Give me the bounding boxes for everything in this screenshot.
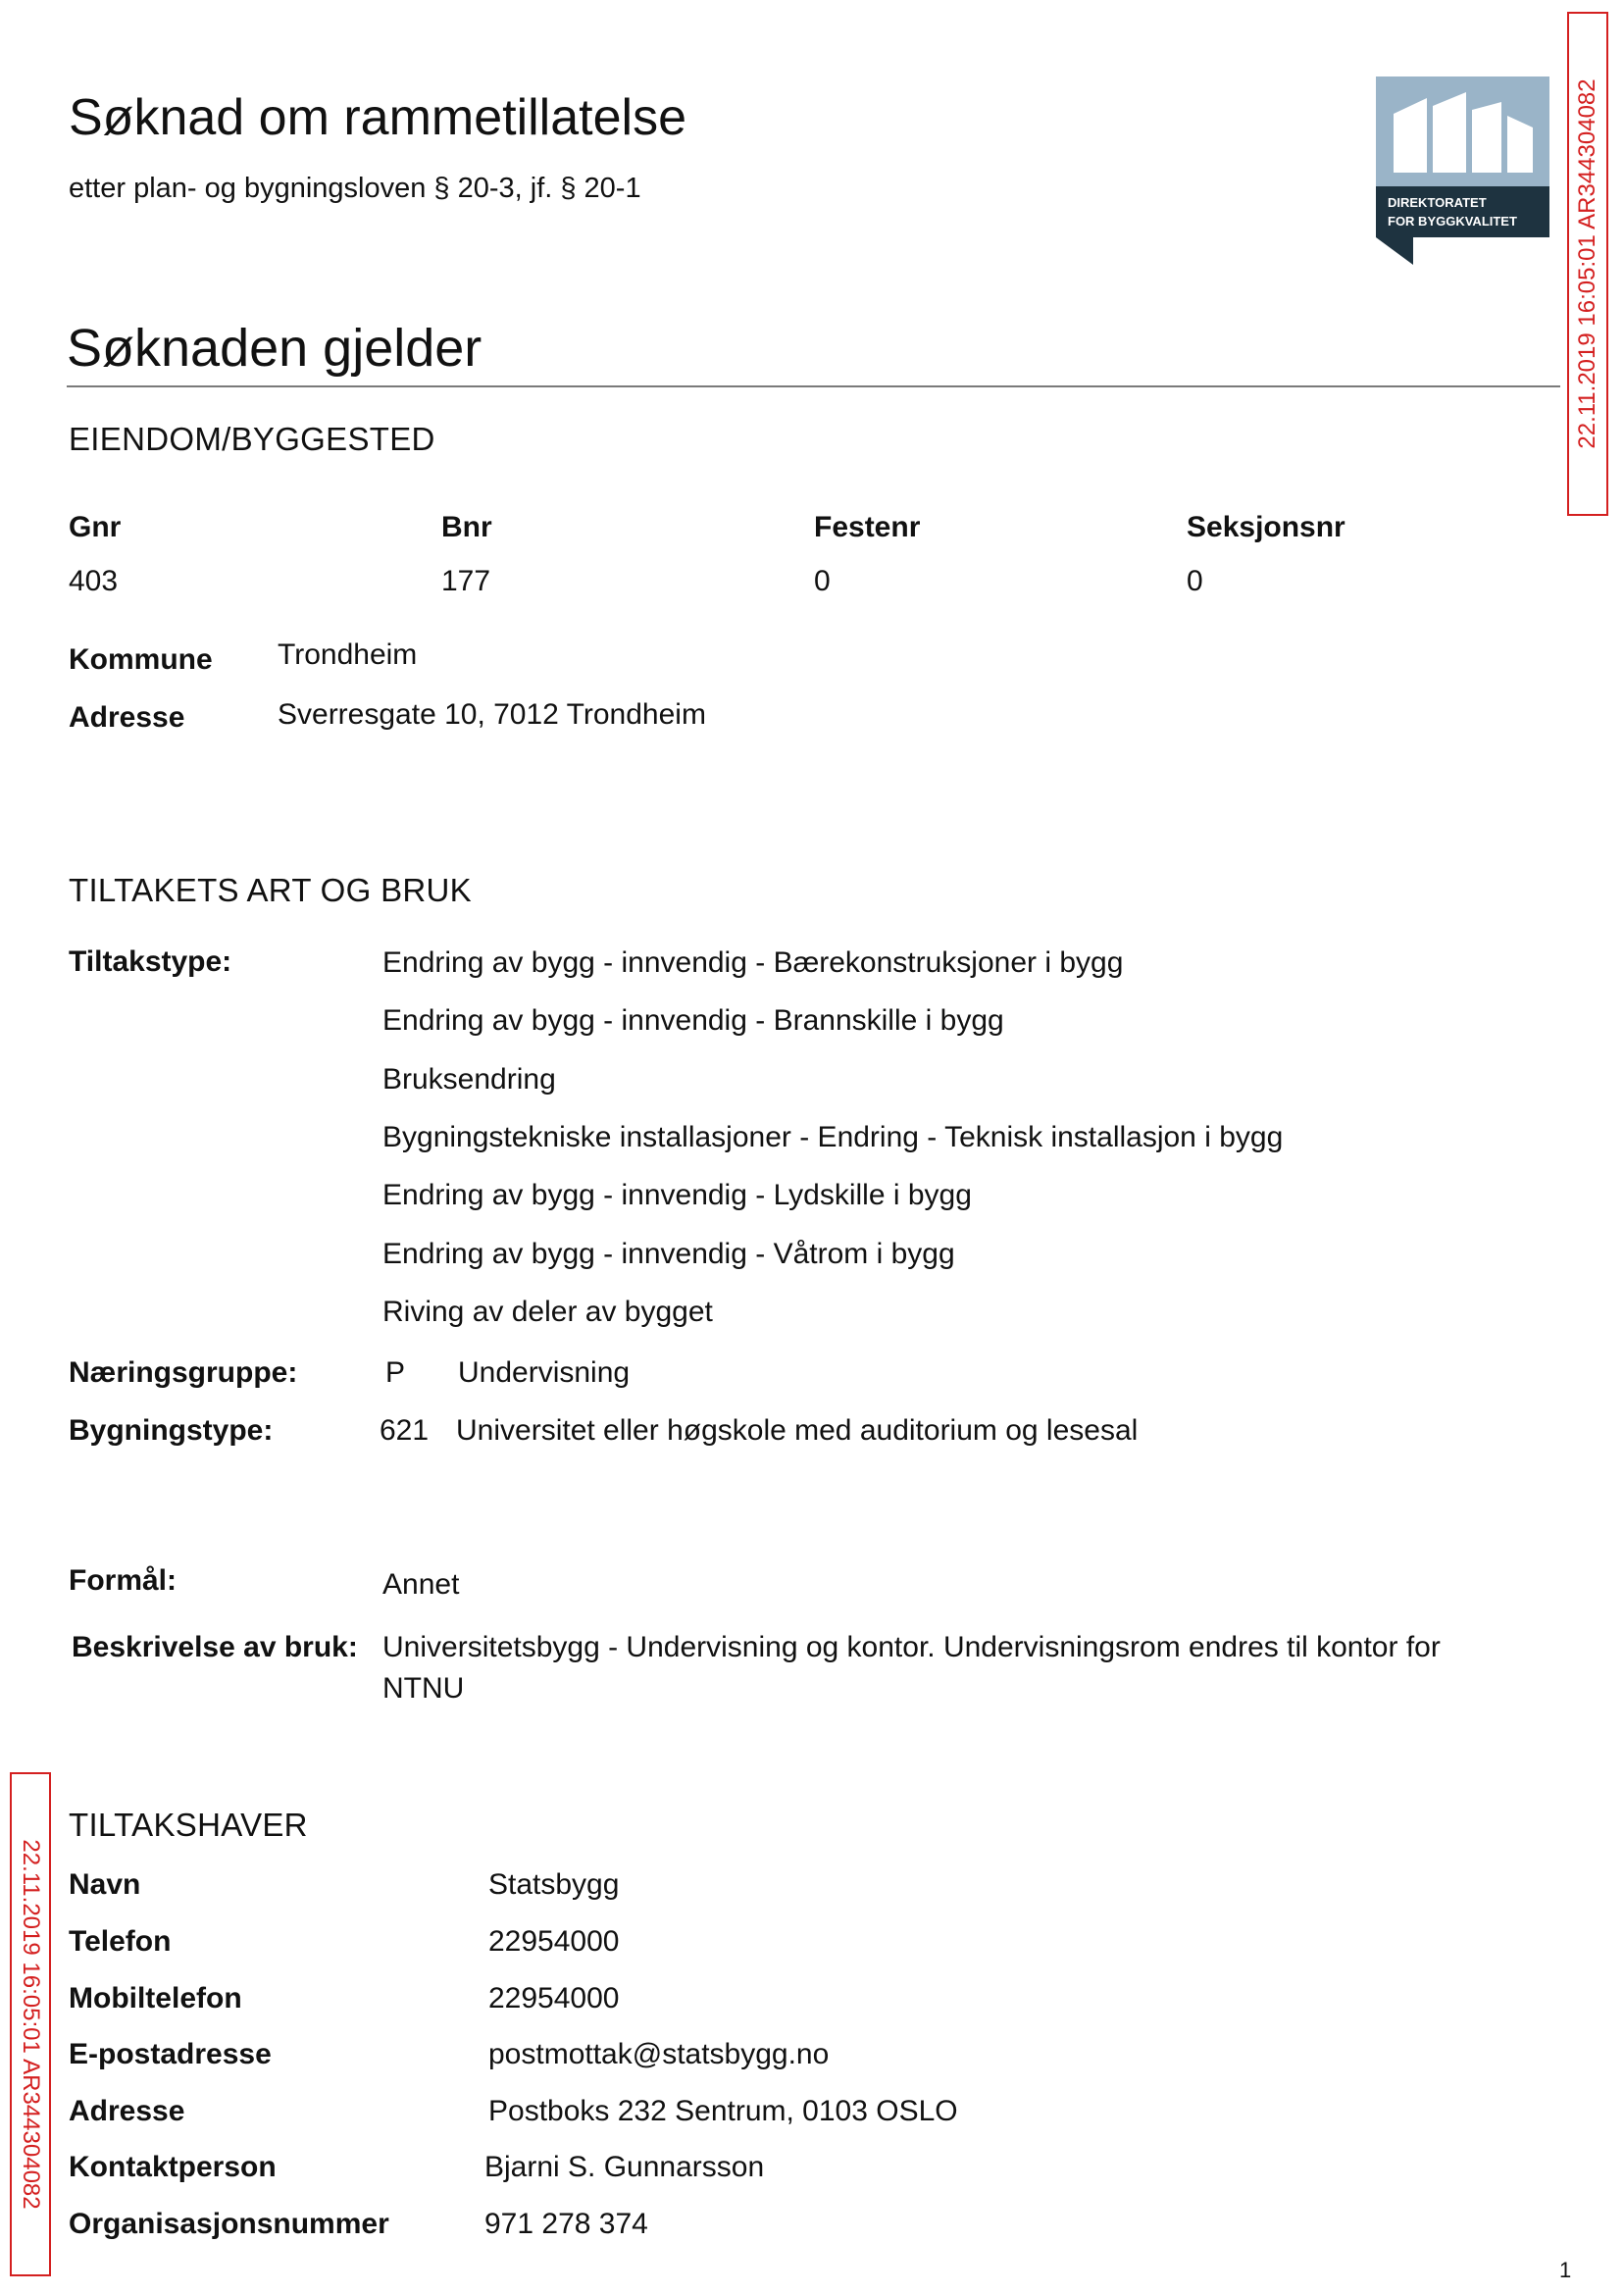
tiltakstype-item: Endring av bygg - innvendig - Bærekonstruksjoner i bygg — [382, 946, 1124, 979]
adresse-value: Sverresgate 10, 7012 Trondheim — [278, 698, 706, 731]
epostadresse-label: E-postadresse — [69, 2038, 272, 2070]
stamp-text: 22.11.2019 16:05:01 AR344304082 — [18, 1839, 44, 2210]
dibk-logo — [1376, 76, 1549, 265]
column-header-seksjonsnr: Seksjonsnr — [1187, 511, 1345, 543]
tiltakstype-item: Bruksendring — [382, 1063, 556, 1096]
tiltakstype-item: Riving av deler av bygget — [382, 1296, 713, 1328]
organisasjonsnummer-value: 971 278 374 — [484, 2208, 648, 2240]
kontaktperson-value: Bjarni S. Gunnarsson — [484, 2151, 765, 2183]
stamp-top-right — [1567, 12, 1608, 516]
dibk-logo-icon — [1376, 76, 1549, 265]
tiltakshaver-adresse-value: Postboks 232 Sentrum, 0103 OSLO — [488, 2095, 958, 2127]
bygningstype-code: 621 — [380, 1414, 430, 1447]
telefon-label: Telefon — [69, 1925, 172, 1958]
tiltakstype-label: Tiltakstype: — [69, 945, 232, 978]
naeringsgruppe-code: P — [385, 1356, 406, 1389]
bnr-value: 177 — [441, 565, 491, 597]
mobiltelefon-value: 22954000 — [488, 1982, 620, 2014]
stamp-bottom-left — [10, 1772, 51, 2276]
tiltakshaver-adresse-label: Adresse — [69, 2095, 185, 2127]
logo-text-line2: FOR BYGGKVALITET — [1388, 214, 1517, 229]
telefon-value: 22954000 — [488, 1925, 620, 1958]
beskrivelse-value-line1: Universitetsbygg - Undervisning og kontor. Undervisningsrom endres til kontor for — [382, 1631, 1441, 1663]
stamp-text: 22.11.2019 16:05:01 AR344304082 — [1574, 78, 1600, 449]
seksjonsnr-value: 0 — [1187, 565, 1203, 597]
column-header-gnr: Gnr — [69, 511, 122, 543]
beskrivelse-value-line2: NTNU — [382, 1672, 465, 1705]
section-divider — [67, 385, 1560, 387]
section-heading: Søknaden gjelder — [67, 319, 482, 378]
kommune-value: Trondheim — [278, 638, 418, 671]
festenr-value: 0 — [814, 565, 831, 597]
naeringsgruppe-value: Undervisning — [458, 1356, 631, 1389]
organisasjonsnummer-label: Organisasjonsnummer — [69, 2208, 389, 2240]
navn-value: Statsbygg — [488, 1868, 620, 1901]
column-header-bnr: Bnr — [441, 511, 492, 543]
document-subtitle: etter plan- og bygningsloven § 20-3, jf. § 20-1 — [69, 173, 641, 204]
tiltak-heading: TILTAKETS ART OG BRUK — [69, 872, 472, 908]
tiltakstype-item: Endring av bygg - innvendig - Våtrom i bygg — [382, 1238, 955, 1270]
bygningstype-label: Bygningstype: — [69, 1414, 274, 1447]
page-number: 1 — [1559, 2258, 1572, 2282]
gnr-value: 403 — [69, 565, 119, 597]
eiendom-heading: EIENDOM/BYGGESTED — [69, 421, 435, 457]
adresse-label: Adresse — [69, 701, 185, 734]
navn-label: Navn — [69, 1868, 141, 1901]
tiltakshaver-heading: TILTAKSHAVER — [69, 1807, 308, 1843]
kommune-label: Kommune — [69, 643, 213, 676]
beskrivelse-label: Beskrivelse av bruk: — [72, 1631, 358, 1663]
column-header-festenr: Festenr — [814, 511, 921, 543]
document-title: Søknad om rammetillatelse — [69, 89, 686, 146]
mobiltelefon-label: Mobiltelefon — [69, 1982, 242, 2014]
formaal-value: Annet — [382, 1568, 460, 1601]
formaal-label: Formål: — [69, 1564, 178, 1597]
kontaktperson-label: Kontaktperson — [69, 2151, 277, 2183]
epostadresse-value: postmottak@statsbygg.no — [488, 2038, 830, 2070]
tiltakstype-item: Bygningstekniske installasjoner - Endring - Teknisk installasjon i bygg — [382, 1121, 1284, 1153]
bygningstype-value: Universitet eller høgskole med auditorium og lesesal — [456, 1414, 1139, 1447]
logo-text-line1: DIREKTORATET — [1388, 195, 1487, 210]
naeringsgruppe-label: Næringsgruppe: — [69, 1356, 298, 1389]
tiltakstype-item: Endring av bygg - innvendig - Brannskille i bygg — [382, 1004, 1004, 1037]
tiltakstype-item: Endring av bygg - innvendig - Lydskille i bygg — [382, 1179, 972, 1211]
